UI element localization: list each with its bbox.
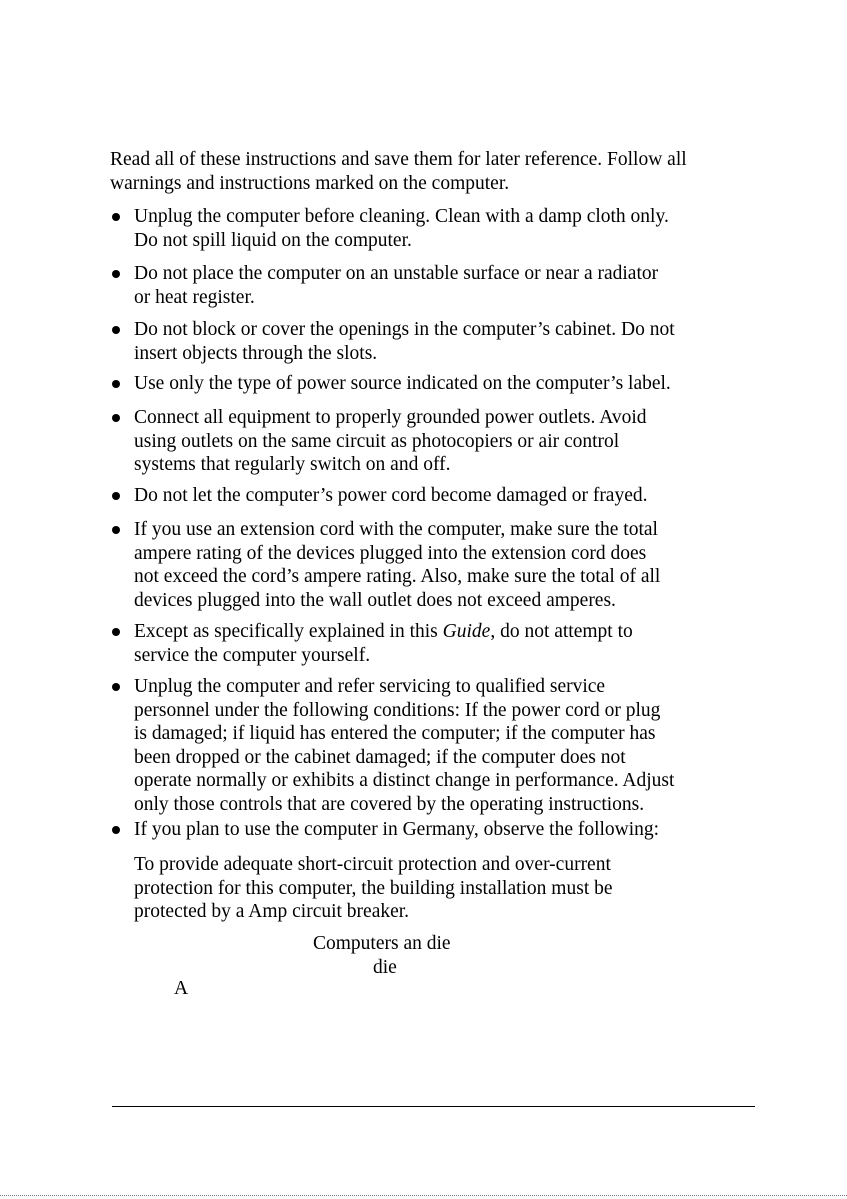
bullet-icon — [112, 270, 120, 278]
page-bottom-edge — [0, 1195, 847, 1196]
item-text — [134, 620, 760, 667]
list-item — [110, 818, 760, 842]
germany-note: To provide adequate short-circuit protection and over-current protection for this computer, the building installation must be protected by a Amp circuit breaker. — [134, 854, 613, 922]
item-text: Use only the type of power source indicated on the computer’s label. — [134, 373, 671, 394]
bullet-icon — [112, 213, 120, 221]
bullet-icon — [112, 683, 120, 691]
list-item — [110, 262, 760, 309]
item-text: Unplug the computer before cleaning. Clean with a damp cloth only. Do not spill liquid on the computer. — [134, 206, 669, 251]
german-fragment-line3: A — [174, 978, 189, 999]
list-item — [110, 675, 760, 816]
bullet-icon — [112, 492, 120, 500]
bullet-icon — [112, 326, 120, 334]
item-text: Do not place the computer on an unstable surface or near a radiator or heat register. — [134, 263, 659, 308]
guide-italic: Guide — [442, 621, 491, 642]
item-text: Unplug the computer and refer servicing to qualified service personnel under the following conditions: If the power cord or plug is damaged; if liquid has entered the computer; if the computer has been dropped or the cabinet damaged; if the computer does not operate normally or exhibits a distinct change in performance. Adjust only those controls that are covered by the operating instructions. — [134, 676, 675, 815]
bullet-icon — [112, 826, 120, 834]
list-item — [110, 518, 760, 612]
item-text: If you plan to use the computer in Germany, observe the following: — [134, 819, 660, 840]
bullet-icon — [112, 414, 120, 422]
item-text: Connect all equipment to properly grounded power outlets. Avoid using outlets on the same circuit as photocopiers or air control systems that regularly switch on and off. — [134, 407, 647, 475]
item-text-after: , do not attempt to service the computer yourself. — [134, 621, 633, 666]
list-item — [110, 484, 760, 508]
german-fragment-line2: die — [373, 957, 397, 978]
item-text-before: Except as specifically explained in this — [134, 621, 443, 642]
list-item — [110, 372, 760, 396]
item-text: If you use an extension cord with the computer, make sure the total ampere rating of the devices plugged into the extension cord does not exceed the cord’s ampere rating. Also, make sure the total of all devices plugged into the wall outlet does not exceed amperes. — [134, 519, 661, 611]
bullet-icon — [112, 526, 120, 534]
list-item — [110, 620, 760, 667]
item-text: Do not block or cover the openings in the computer’s cabinet. Do not insert objects through the slots. — [134, 319, 675, 364]
item-text: Do not let the computer’s power cord become damaged or frayed. — [134, 485, 648, 506]
list-item — [110, 205, 760, 252]
bullet-icon — [112, 380, 120, 388]
bullet-icon — [112, 628, 120, 636]
list-item — [110, 406, 760, 477]
list-item — [110, 318, 760, 365]
intro-paragraph: Read all of these instructions and save them for later reference. Follow all warnings and instructions marked on the computer. — [110, 149, 687, 194]
german-fragment-line1: Computers an die — [313, 933, 451, 954]
footer-rule — [112, 1106, 755, 1107]
